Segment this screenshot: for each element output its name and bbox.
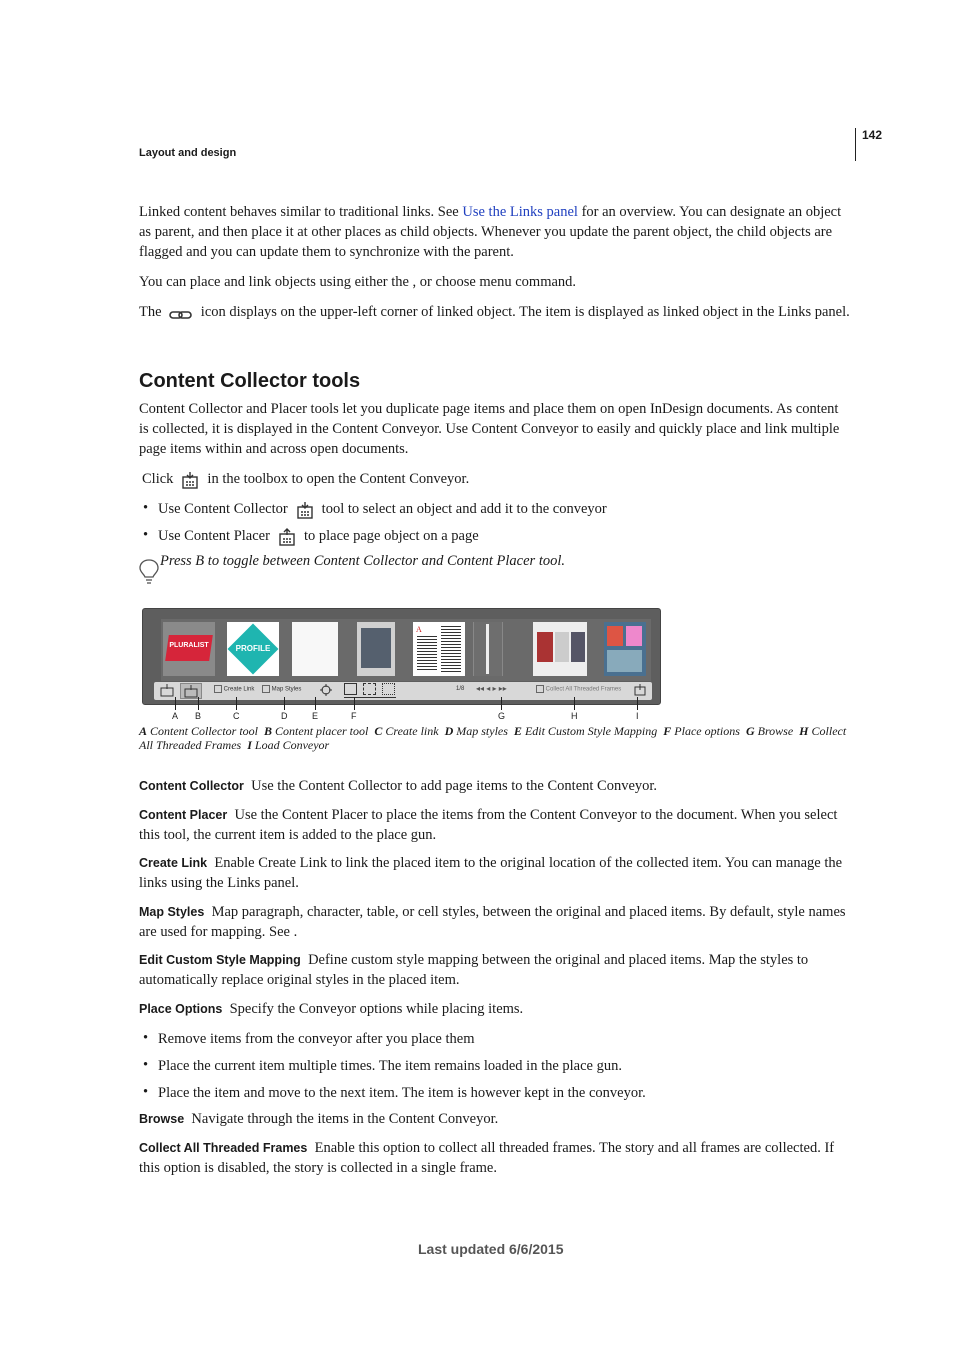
caption-value: Load Conveyor xyxy=(254,738,330,752)
caption-value: Collect All Threaded Frames xyxy=(139,724,847,752)
lightbulb-icon xyxy=(139,558,159,591)
footer-last-updated: Last updated 6/6/2015 xyxy=(418,1241,564,1257)
page-number: 142 xyxy=(862,128,883,142)
caption-value: Create link xyxy=(385,724,439,738)
callout-letter: I xyxy=(636,711,639,721)
callout-line xyxy=(236,697,237,710)
place-option-bullet: Place the item and move to the next item. The item is however kept in the conveyor. xyxy=(158,1085,646,1101)
definition-text: Navigate through the items in the Content Conveyor. xyxy=(191,1111,499,1127)
definition-text: Use the Content Placer to place the items from the Content Conveyor to the document. When you select this tool, the current item is added to the place gun. xyxy=(139,807,838,843)
intro-text: for an overview. You can designate an object as parent, and then place it at other places as child objects. Whenever you update the parent object, the child objects are flagged and you can update them to synchronize with the parent. xyxy=(139,204,842,260)
place-option-bullet: Place the current item multiple times. The item remains loaded in the place gun. xyxy=(158,1058,622,1074)
definition-map-styles xyxy=(139,902,851,942)
thumbnail-pluralist[interactable] xyxy=(163,622,215,676)
heading-content-collector-tools: Content Collector tools xyxy=(139,370,361,392)
definition-text: Enable Create Link to link the placed item to the original location of the collected item. You can manage the links using the Links panel. xyxy=(139,855,843,891)
click-text: in the toolbox to open the Content Conveyor. xyxy=(207,471,470,487)
create-link-label: Create Link xyxy=(223,686,255,693)
conveyor-thumbnails xyxy=(161,619,651,681)
map-styles-label: Map Styles xyxy=(271,686,302,693)
click-text: Click xyxy=(142,471,174,487)
bullet-text: tool to select an object and add it to the conveyor xyxy=(321,501,607,517)
intro-paragraph-2: You can place and link objects using either the , or choose menu command. xyxy=(139,274,577,290)
bullet-text: to place page object on a page xyxy=(303,528,479,544)
definition-term: Browse xyxy=(139,1112,185,1126)
callout-letter: A xyxy=(172,711,179,721)
content-collector-button[interactable] xyxy=(160,684,174,699)
caption-value: Edit Custom Style Mapping xyxy=(524,724,658,738)
callout-line xyxy=(574,697,575,710)
definition-content-collector xyxy=(139,776,851,796)
bullet-dot: • xyxy=(143,1030,149,1046)
caption-key: A xyxy=(139,724,148,738)
place-option-bullet: Remove items from the conveyor after you place them xyxy=(158,1031,475,1047)
caption-key: G xyxy=(745,724,755,738)
bullet-content-collector xyxy=(158,499,848,519)
definition-text: Specify the Conveyor options while placing items. xyxy=(229,1001,524,1017)
intro-paragraph-3 xyxy=(139,302,851,322)
bullet-content-placer xyxy=(158,526,848,546)
caption-key: I xyxy=(247,738,252,752)
page-counter: 1/8 xyxy=(456,686,465,692)
callout-line xyxy=(354,697,355,710)
intro-text: Linked content behaves similar to traditional links. See xyxy=(139,204,463,220)
thumbnail-people[interactable] xyxy=(533,622,587,676)
thumbnail-text: PLURALIST xyxy=(169,642,209,649)
bullet-dot: • xyxy=(143,1084,149,1100)
caption-value: Browse xyxy=(757,724,794,738)
caption-value: Content Collector tool xyxy=(150,724,259,738)
content-conveyor-panel xyxy=(142,608,661,705)
definition-text: Use the Content Collector to add page items to the Content Conveyor. xyxy=(251,778,658,794)
callout-line xyxy=(637,697,638,710)
definition-browse xyxy=(139,1109,851,1129)
callout-line xyxy=(175,697,176,710)
intro-text: The xyxy=(139,304,166,320)
edit-style-mapping-icon[interactable] xyxy=(320,684,332,698)
caption-value: Place options xyxy=(674,724,740,738)
browse-controls[interactable]: ◂◂ ◂ ▸ ▸▸ xyxy=(476,684,507,693)
callout-letter: H xyxy=(571,711,578,721)
bullet-dot: • xyxy=(143,1057,149,1073)
caption-value: Map styles xyxy=(456,724,508,738)
definition-edit-custom-style-mapping xyxy=(139,950,851,990)
header-rule xyxy=(855,128,856,161)
thumbnail-text-page[interactable]: A xyxy=(413,622,465,676)
map-styles-checkbox[interactable] xyxy=(262,685,301,693)
place-multiple-icon[interactable] xyxy=(363,683,376,695)
intro-text: icon displays on the upper-left corner of linked object. The item is displayed as linked object in the Links panel. xyxy=(197,304,850,320)
thumbnail-photo[interactable] xyxy=(357,622,395,676)
collect-threaded-label: Collect All Threaded Frames xyxy=(545,686,622,693)
bullet-dot: • xyxy=(143,500,149,516)
callout-line xyxy=(315,697,316,710)
caption-key: C xyxy=(374,724,383,738)
content-collector-icon xyxy=(296,501,314,519)
callout-line xyxy=(501,697,502,710)
definition-text: Enable this option to collect all threaded frames. The story and all frames are collected. If this option is disabled, the story is collected in a single frame. xyxy=(139,1140,835,1176)
definition-text: Define custom style mapping between the original and placed items. Map the styles to automatically replace original styles in the placed item. xyxy=(139,952,809,988)
intro-paragraph-1 xyxy=(139,202,851,262)
section-title: Layout and design xyxy=(139,147,237,159)
content-collector-tool-icon xyxy=(181,471,199,489)
callout-letter: C xyxy=(233,711,240,721)
tip-text: Press B to toggle between Content Collector and Content Placer tool. xyxy=(160,553,566,569)
chain-link-icon xyxy=(169,307,193,319)
caption-key: F xyxy=(663,724,672,738)
definition-content-placer xyxy=(139,805,851,845)
definition-text: Map paragraph, character, table, or cell styles, between the original and placed items. By default, style names are used for mapping. See . xyxy=(139,904,846,940)
definition-term: Content Placer xyxy=(139,808,228,822)
create-link-checkbox[interactable] xyxy=(214,685,254,693)
caption-key: D xyxy=(444,724,454,738)
thumbnail-text: PROFILE xyxy=(235,644,271,653)
callout-letter: F xyxy=(351,711,357,721)
bullet-text: Use Content Placer xyxy=(158,528,270,544)
thumbnail-blank-page[interactable] xyxy=(292,622,338,676)
definition-term: Create Link xyxy=(139,856,208,870)
figure-caption xyxy=(139,724,854,752)
definition-collect-threaded xyxy=(139,1138,851,1178)
callout-line xyxy=(198,697,199,710)
links-panel-link[interactable]: Use the Links panel xyxy=(462,204,578,220)
definition-create-link xyxy=(139,853,851,893)
bullet-text: Use Content Collector xyxy=(158,501,288,517)
caption-key: E xyxy=(513,724,522,738)
section-paragraph: Content Collector and Placer tools let you duplicate page items and place them on open InDesign documents. As content is collected, it is displayed in the Content Conveyor. Use Content Conveyor to easily and quickly place and link multiple page items within and across open documents. xyxy=(139,401,840,457)
caption-value: Content placer tool xyxy=(275,724,369,738)
definition-term: Place Options xyxy=(139,1002,223,1016)
definition-term: Content Collector xyxy=(139,779,244,793)
click-instruction xyxy=(142,469,854,489)
load-conveyor-icon[interactable] xyxy=(634,684,646,698)
thumbnail-collage[interactable] xyxy=(604,622,646,676)
callout-letter: G xyxy=(498,711,506,721)
conveyor-toolbar xyxy=(154,682,652,700)
definition-term: Edit Custom Style Mapping xyxy=(139,953,301,967)
callout-letter: B xyxy=(195,711,202,721)
callout-letter: E xyxy=(312,711,319,721)
callout-line xyxy=(284,697,285,710)
callout-letter: D xyxy=(281,711,288,721)
collect-threaded-checkbox[interactable] xyxy=(536,685,621,693)
place-remove-icon[interactable] xyxy=(344,683,357,695)
content-placer-icon xyxy=(278,528,296,546)
place-options-group xyxy=(344,683,396,698)
place-next-icon[interactable] xyxy=(382,683,395,695)
caption-key: B xyxy=(264,724,273,738)
thumbnail-profile[interactable] xyxy=(227,622,279,676)
definition-place-options xyxy=(139,999,851,1019)
definition-term: Collect All Threaded Frames xyxy=(139,1141,308,1155)
thumbnail-divider[interactable] xyxy=(473,622,503,676)
bullet-dot: • xyxy=(143,527,149,543)
caption-key: H xyxy=(799,724,809,738)
definition-term: Map Styles xyxy=(139,905,205,919)
